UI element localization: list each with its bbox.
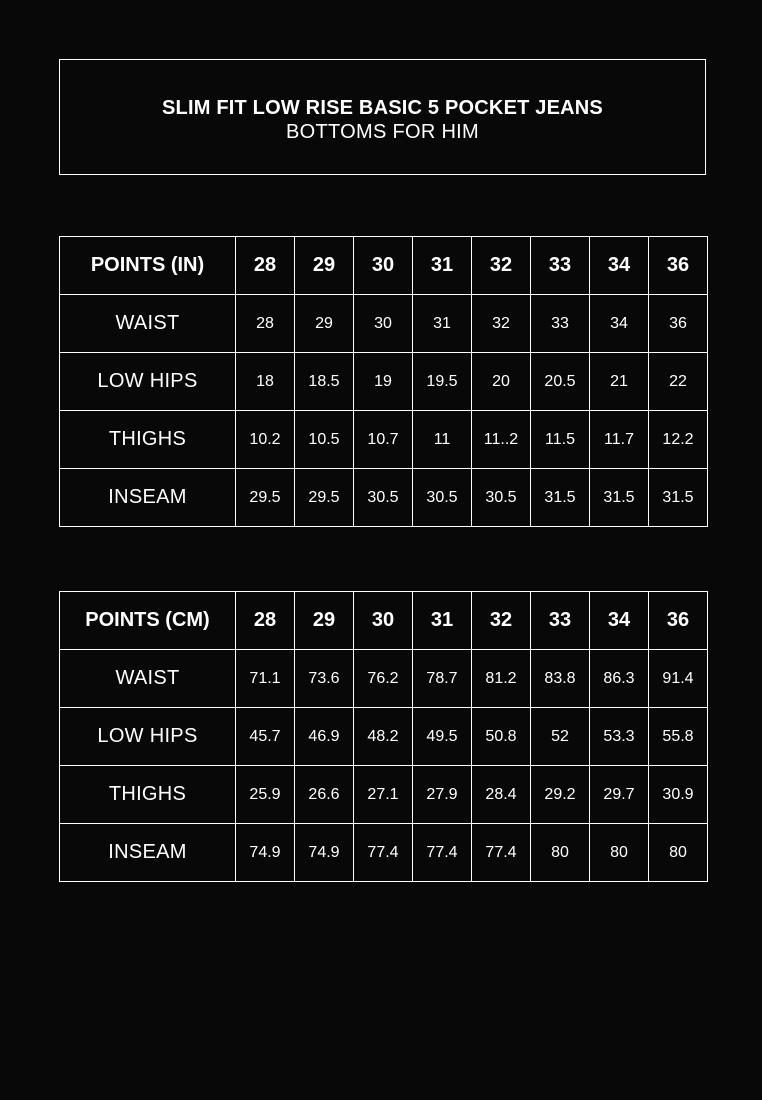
table-cell: 80 (649, 824, 708, 882)
table-cell: 10.2 (236, 411, 295, 469)
table-row (60, 469, 708, 527)
table-cell: 33 (531, 295, 590, 353)
table-cell: 28.4 (472, 766, 531, 824)
table-cell: 52 (531, 708, 590, 766)
table-row (60, 824, 708, 882)
row-label: THIGHS (60, 766, 236, 824)
column-header-size: 29 (295, 237, 354, 295)
size-table-inches (59, 236, 708, 527)
table-cell: 83.8 (531, 650, 590, 708)
column-header-size: 31 (413, 592, 472, 650)
row-label: WAIST (60, 295, 236, 353)
table-cell: 81.2 (472, 650, 531, 708)
table-cell: 30.5 (354, 469, 413, 527)
table-cell: 91.4 (649, 650, 708, 708)
column-header-size: 36 (649, 592, 708, 650)
table-cell: 48.2 (354, 708, 413, 766)
table-cell: 80 (590, 824, 649, 882)
table-header-row (60, 237, 708, 295)
table-cell: 27.1 (354, 766, 413, 824)
table-row (60, 708, 708, 766)
column-header-size: 32 (472, 592, 531, 650)
table-cell: 19 (354, 353, 413, 411)
column-header-size: 28 (236, 237, 295, 295)
table-cell: 10.5 (295, 411, 354, 469)
table-cell: 20.5 (531, 353, 590, 411)
table-cell: 10.7 (354, 411, 413, 469)
table-cell: 18.5 (295, 353, 354, 411)
table-cell: 19.5 (413, 353, 472, 411)
row-label: INSEAM (60, 469, 236, 527)
row-label: THIGHS (60, 411, 236, 469)
column-header-points: POINTS (IN) (60, 237, 236, 295)
table-cell: 53.3 (590, 708, 649, 766)
column-header-size: 28 (236, 592, 295, 650)
table-cell: 29 (295, 295, 354, 353)
table-cell: 29.2 (531, 766, 590, 824)
column-header-size: 34 (590, 592, 649, 650)
table-row (60, 650, 708, 708)
table-cell: 55.8 (649, 708, 708, 766)
table-row (60, 353, 708, 411)
size-table-centimeters (59, 591, 708, 882)
product-category: BOTTOMS FOR HIM (285, 121, 479, 143)
table-cell: 45.7 (236, 708, 295, 766)
column-header-size: 29 (295, 592, 354, 650)
table-cell: 29.7 (590, 766, 649, 824)
table-cell: 32 (472, 295, 531, 353)
table-cell: 11 (413, 411, 472, 469)
column-header-size: 31 (413, 237, 472, 295)
column-header-size: 33 (531, 592, 590, 650)
table-cell: 26.6 (295, 766, 354, 824)
row-label: LOW HIPS (60, 353, 236, 411)
row-label: LOW HIPS (60, 708, 236, 766)
row-label: INSEAM (60, 824, 236, 882)
table-cell: 31.5 (531, 469, 590, 527)
column-header-points: POINTS (CM) (60, 592, 236, 650)
table-cell: 29.5 (236, 469, 295, 527)
row-label: WAIST (60, 650, 236, 708)
table-cell: 46.9 (295, 708, 354, 766)
table-cell: 49.5 (413, 708, 472, 766)
table-cell: 21 (590, 353, 649, 411)
table-cell: 30.5 (472, 469, 531, 527)
table-row (60, 295, 708, 353)
table-cell: 71.1 (236, 650, 295, 708)
table-cell: 77.4 (472, 824, 531, 882)
table-cell: 31 (413, 295, 472, 353)
table-header-row (60, 592, 708, 650)
column-header-size: 33 (531, 237, 590, 295)
column-header-size: 30 (354, 592, 413, 650)
table-cell: 11.5 (531, 411, 590, 469)
table-cell: 77.4 (354, 824, 413, 882)
table-cell: 77.4 (413, 824, 472, 882)
table-cell: 25.9 (236, 766, 295, 824)
table-cell: 86.3 (590, 650, 649, 708)
table-cell: 76.2 (354, 650, 413, 708)
table-cell: 36 (649, 295, 708, 353)
table-cell: 31.5 (649, 469, 708, 527)
table-cell: 27.9 (413, 766, 472, 824)
table-cell: 74.9 (295, 824, 354, 882)
title-box (59, 59, 706, 175)
table-cell: 50.8 (472, 708, 531, 766)
table-cell: 22 (649, 353, 708, 411)
table-cell: 73.6 (295, 650, 354, 708)
table-cell: 30.9 (649, 766, 708, 824)
table-cell: 80 (531, 824, 590, 882)
table-cell: 31.5 (590, 469, 649, 527)
column-header-size: 36 (649, 237, 708, 295)
column-header-size: 34 (590, 237, 649, 295)
table-cell: 11.7 (590, 411, 649, 469)
table-cell: 18 (236, 353, 295, 411)
table-cell: 30.5 (413, 469, 472, 527)
column-header-size: 30 (354, 237, 413, 295)
table-cell: 28 (236, 295, 295, 353)
table-cell: 20 (472, 353, 531, 411)
table-cell: 34 (590, 295, 649, 353)
table-cell: 29.5 (295, 469, 354, 527)
table-cell: 30 (354, 295, 413, 353)
table-cell: 78.7 (413, 650, 472, 708)
table-row (60, 766, 708, 824)
table-cell: 74.9 (236, 824, 295, 882)
product-title: SLIM FIT LOW RISE BASIC 5 POCKET JEANS (162, 97, 603, 119)
column-header-size: 32 (472, 237, 531, 295)
table-cell: 12.2 (649, 411, 708, 469)
table-row (60, 411, 708, 469)
table-cell: 11..2 (472, 411, 531, 469)
